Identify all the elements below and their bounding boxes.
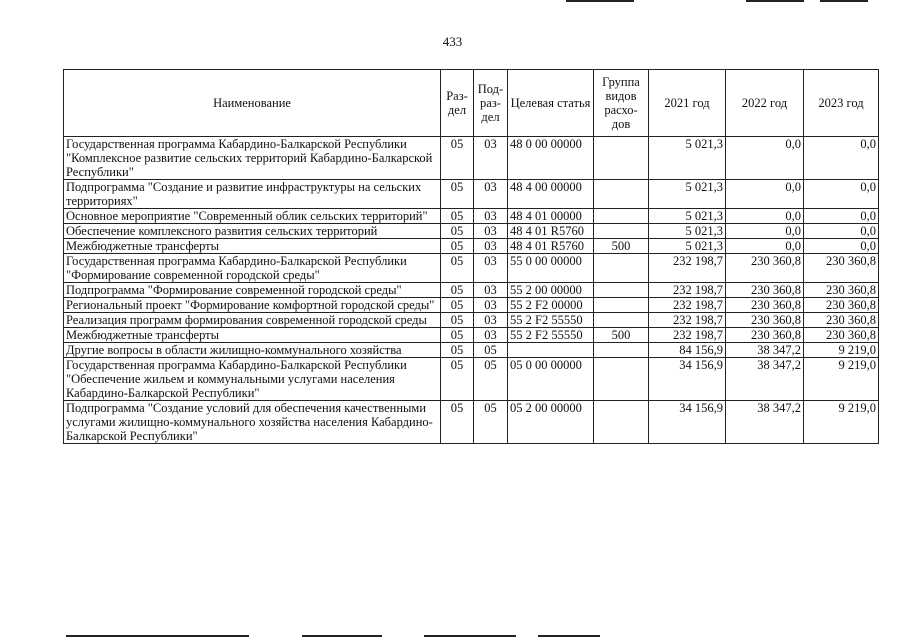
cell-2022: 0,0 <box>726 239 804 254</box>
table-row <box>64 313 879 328</box>
cell-group <box>594 343 649 358</box>
cell-2023: 230 360,8 <box>804 328 879 343</box>
cell-name: Региональный проект "Формирование комфортной городской среды" <box>64 298 441 313</box>
header-group: Группа видов расхо-дов <box>594 70 649 137</box>
cell-razdel: 05 <box>441 358 474 401</box>
cell-name: Государственная программа Кабардино-Балкарской Республики "Формирование современной городской среды" <box>64 254 441 283</box>
cell-group <box>594 137 649 180</box>
scan-line <box>746 0 804 2</box>
cell-name: Реализация программ формирования современной городской среды <box>64 313 441 328</box>
cell-razdel: 05 <box>441 137 474 180</box>
header-name: Наименование <box>64 70 441 137</box>
table-row <box>64 358 879 401</box>
cell-podrazdel: 03 <box>474 328 508 343</box>
cell-razdel: 05 <box>441 254 474 283</box>
cell-target <box>508 343 594 358</box>
cell-target: 48 4 00 00000 <box>508 180 594 209</box>
cell-2023: 230 360,8 <box>804 298 879 313</box>
cell-name: Межбюджетные трансферты <box>64 328 441 343</box>
cell-group: 500 <box>594 328 649 343</box>
table-row <box>64 180 879 209</box>
page-number: 433 <box>442 34 463 49</box>
cell-podrazdel: 03 <box>474 298 508 313</box>
cell-razdel: 05 <box>441 224 474 239</box>
cell-podrazdel: 03 <box>474 239 508 254</box>
cell-podrazdel: 03 <box>474 137 508 180</box>
cell-podrazdel: 05 <box>474 343 508 358</box>
cell-2022: 0,0 <box>726 224 804 239</box>
header-podrazdel: Под-раз-дел <box>474 70 508 137</box>
cell-2023: 0,0 <box>804 137 879 180</box>
table-row <box>64 298 879 313</box>
budget-table <box>63 69 879 444</box>
cell-razdel: 05 <box>441 401 474 444</box>
cell-razdel: 05 <box>441 313 474 328</box>
cell-podrazdel: 03 <box>474 209 508 224</box>
header-2023: 2023 год <box>804 70 879 137</box>
cell-name: Подпрограмма "Формирование современной городской среды" <box>64 283 441 298</box>
cell-2022: 0,0 <box>726 209 804 224</box>
cell-2021: 232 198,7 <box>649 254 726 283</box>
cell-group <box>594 209 649 224</box>
cell-razdel: 05 <box>441 328 474 343</box>
cell-group <box>594 283 649 298</box>
cell-target: 55 2 F2 55550 <box>508 313 594 328</box>
cell-2021: 84 156,9 <box>649 343 726 358</box>
cell-target: 05 2 00 00000 <box>508 401 594 444</box>
cell-target: 48 4 01 R5760 <box>508 239 594 254</box>
cell-2021: 232 198,7 <box>649 298 726 313</box>
cell-razdel: 05 <box>441 239 474 254</box>
header-2022: 2022 год <box>726 70 804 137</box>
cell-target: 48 4 01 R5760 <box>508 224 594 239</box>
cell-target: 55 2 F2 55550 <box>508 328 594 343</box>
cell-razdel: 05 <box>441 209 474 224</box>
cell-podrazdel: 03 <box>474 283 508 298</box>
cell-group <box>594 401 649 444</box>
cell-name: Подпрограмма "Создание условий для обеспечения качественными услугами жилищно-коммунального хозяйства населения Кабардино-Балкарской Республики" <box>64 401 441 444</box>
scan-line <box>424 635 516 637</box>
cell-group <box>594 180 649 209</box>
cell-2021: 34 156,9 <box>649 358 726 401</box>
cell-2023: 230 360,8 <box>804 283 879 298</box>
cell-name: Межбюджетные трансферты <box>64 239 441 254</box>
cell-2022: 0,0 <box>726 137 804 180</box>
cell-2022: 230 360,8 <box>726 328 804 343</box>
cell-2023: 0,0 <box>804 209 879 224</box>
cell-podrazdel: 03 <box>474 313 508 328</box>
cell-razdel: 05 <box>441 180 474 209</box>
table-row <box>64 224 879 239</box>
cell-target: 05 0 00 00000 <box>508 358 594 401</box>
cell-target: 55 0 00 00000 <box>508 254 594 283</box>
cell-podrazdel: 03 <box>474 254 508 283</box>
cell-2023: 9 219,0 <box>804 343 879 358</box>
cell-2022: 38 347,2 <box>726 343 804 358</box>
cell-name: Государственная программа Кабардино-Балкарской Республики "Комплексное развитие сельских территорий Кабардино-Балкарской Республики" <box>64 137 441 180</box>
cell-podrazdel: 05 <box>474 358 508 401</box>
scan-line <box>820 0 868 2</box>
cell-2021: 5 021,3 <box>649 137 726 180</box>
scan-line <box>566 0 634 2</box>
cell-2022: 230 360,8 <box>726 283 804 298</box>
cell-razdel: 05 <box>441 298 474 313</box>
cell-target: 48 4 01 00000 <box>508 209 594 224</box>
cell-2021: 34 156,9 <box>649 401 726 444</box>
cell-podrazdel: 03 <box>474 180 508 209</box>
table-row <box>64 328 879 343</box>
cell-target: 55 2 00 00000 <box>508 283 594 298</box>
cell-2021: 232 198,7 <box>649 283 726 298</box>
cell-2021: 5 021,3 <box>649 180 726 209</box>
cell-2023: 0,0 <box>804 239 879 254</box>
cell-group <box>594 313 649 328</box>
header-row <box>64 70 879 137</box>
cell-2021: 5 021,3 <box>649 209 726 224</box>
cell-razdel: 05 <box>441 343 474 358</box>
cell-name: Другие вопросы в области жилищно-коммунального хозяйства <box>64 343 441 358</box>
cell-2023: 230 360,8 <box>804 313 879 328</box>
cell-2022: 38 347,2 <box>726 358 804 401</box>
cell-2021: 5 021,3 <box>649 239 726 254</box>
cell-2021: 232 198,7 <box>649 313 726 328</box>
scan-line <box>66 635 249 637</box>
scan-line <box>538 635 600 637</box>
cell-2022: 230 360,8 <box>726 313 804 328</box>
table-row <box>64 254 879 283</box>
cell-razdel: 05 <box>441 283 474 298</box>
cell-2023: 9 219,0 <box>804 358 879 401</box>
table-row <box>64 283 879 298</box>
cell-name: Обеспечение комплексного развития сельских территорий <box>64 224 441 239</box>
header-2021: 2021 год <box>649 70 726 137</box>
cell-group <box>594 254 649 283</box>
cell-target: 48 0 00 00000 <box>508 137 594 180</box>
cell-name: Государственная программа Кабардино-Балкарской Республики "Обеспечение жильем и коммунальными услугами населения Кабардино-Балкарской Республики" <box>64 358 441 401</box>
cell-name: Основное мероприятие "Современный облик сельских территорий" <box>64 209 441 224</box>
cell-2022: 0,0 <box>726 180 804 209</box>
cell-2023: 230 360,8 <box>804 254 879 283</box>
header-razdel: Раз-дел <box>441 70 474 137</box>
cell-group <box>594 224 649 239</box>
cell-2023: 9 219,0 <box>804 401 879 444</box>
header-target: Целевая статья <box>508 70 594 137</box>
table-body <box>64 137 879 444</box>
table-row <box>64 209 879 224</box>
cell-2022: 230 360,8 <box>726 254 804 283</box>
cell-podrazdel: 03 <box>474 224 508 239</box>
table-row <box>64 239 879 254</box>
table-row <box>64 401 879 444</box>
table-row <box>64 343 879 358</box>
cell-target: 55 2 F2 00000 <box>508 298 594 313</box>
cell-2023: 0,0 <box>804 180 879 209</box>
cell-podrazdel: 05 <box>474 401 508 444</box>
cell-2022: 38 347,2 <box>726 401 804 444</box>
scan-line <box>302 635 382 637</box>
cell-2021: 232 198,7 <box>649 328 726 343</box>
cell-2022: 230 360,8 <box>726 298 804 313</box>
table-row <box>64 137 879 180</box>
cell-name: Подпрограмма "Создание и развитие инфраструктуры на сельских территориях" <box>64 180 441 209</box>
cell-group <box>594 358 649 401</box>
cell-group <box>594 298 649 313</box>
cell-2021: 5 021,3 <box>649 224 726 239</box>
cell-group: 500 <box>594 239 649 254</box>
cell-2023: 0,0 <box>804 224 879 239</box>
